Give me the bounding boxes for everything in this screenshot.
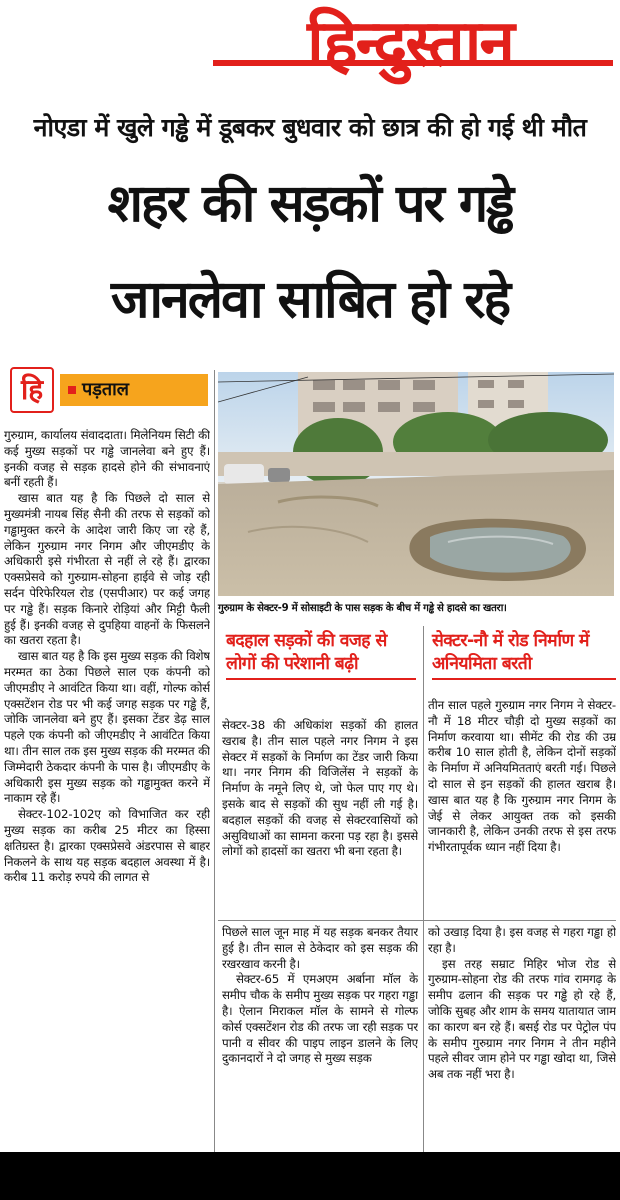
subheading-2-underline	[432, 678, 616, 680]
paragraph: पिछले साल जून माह में यह सड़क बनकर तैयार हुई है। तीन साल से ठेकेदार को इस सड़क की रखरखाव करनी है।	[222, 925, 418, 971]
article-column-1	[4, 428, 210, 1152]
section-label: पड़ताल	[82, 379, 129, 400]
subheading-1: बदहाल सड़कों की वजह से लोगों की परेशानी बढ़ी	[226, 631, 387, 674]
headline-line-2: जानलेवा साबित हो रहे	[110, 270, 510, 330]
pothole-road-photo-icon	[218, 372, 614, 596]
paragraph: सेक्टर-65 में एमअएम अर्बाना मॉल के समीप चौक के समीप मुख्य सड़क पर गहरा गड्ढा है। ऐलान मिराकल मॉल के सामने से गोल्फ कोर्स एक्सटेंशन रोड की तरफ जा रही सड़क पर पानी व सीवर की पाइप लाइन डालने के लिए दुकानदारों ने दो जगह से मुख्य सड़क	[222, 972, 418, 1066]
section-logo: हि	[10, 367, 54, 413]
paragraph: को उखाड़ दिया है। इस वजह से गहरा गड्ढा हो रहा है।	[428, 925, 616, 955]
paragraph: सेक्टर-102-102ए को विभाजित कर रही मुख्य सड़क का करीब 25 मीटर का हिस्सा क्षतिग्रस्त है। द्वारका एक्सप्रेसवे अंडरपास से बाहर निकलने के साथ यह सड़क बदहाल अवस्था में है। करीब 11 करोड़ रुपये की लागत से	[4, 807, 210, 885]
masthead-logo: हिन्दुस्तान	[307, 6, 513, 81]
article-column-3-bottom	[428, 925, 616, 1150]
bottom-black-band	[0, 1152, 620, 1200]
column-divider-1	[214, 370, 215, 1152]
paragraph: खास बात यह है कि इस मुख्य सड़क की विशेष मरम्मत का ठेका पिछले साल एक कंपनी को जीएमडीए ने आवंटित किया था। वहीं, गोल्फ कोर्स एक्सटेंशन रोड पर भी कई जगह सड़क पर गड्ढे हैं, जोकि जानलेवा बने हुए हैं। इसका टेंडर डेढ़ साल पहले एक कंपनी को जीएमडीए ने आवंटित किया था। तीन साल तक इस मुख्य सड़क की मरम्मत की जिम्मेदारी ठेकदार कंपनी के पास है। जीएमडीए के अधिकारी इस मुख्य सड़क को गड्ढामुक्त करने में नाकाम रहे हैं।	[4, 649, 210, 806]
section-label-badge	[60, 374, 208, 406]
subheading-1-underline	[226, 678, 416, 680]
paragraph: इस तरह सम्राट मिहिर भोज रोड से गुरुग्राम-सोहना रोड की तरफ गांव रामगढ़ के समीप ढलान की सड़क पर गड्ढे हो रहे हैं, जोकि सुबह और शाम के समय यातायात जाम का कारण बन रहे हैं। बसई रोड पर पेट्रोल पंप के समीप गुरुग्राम नगर निगम ने तीन महीने पहले सीवर जाम होने पर गड्ढा खोदा था, जिसे अब तक नहीं भरा है।	[428, 956, 616, 1082]
paragraph: सेक्टर-38 की अधिकांश सड़कों की हालत खराब है। तीन साल पहले नगर निगम ने इस सेक्टर में सड़कों के निर्माण का टेंडर जारी किया था। नगर निगम की विजिलेंस ने सड़कों के निर्माण के नमूने लिए थे, जो फेल पाए गए थे। इसके बाद से सड़कों की सुध नहीं ली गई है। बदहाल सड़कों की वजह से सेक्टरवासियों को असुविधाओं का सामना करना पड़ रहा है। इससे लोगों को हादसों का खतरा भी बना रहता है।	[222, 718, 418, 859]
kicker-line: नोएडा में खुले गड्ढे में डूबकर बुधवार को छात्र की हो गई थी मौत	[33, 113, 587, 142]
headline-line-1: शहर की सड़कों पर गड्ढे	[107, 174, 513, 234]
paragraph: गुरुग्राम, कार्यालय संवाददाता। मिलेनियम सिटी की कई मुख्य सड़कों पर गड्ढे जानलेवा बने हुए हैं। इनकी वजह से सड़क हादसे होने की संभावनाएं बनीं रहती हैं।	[4, 428, 210, 490]
subheading-2: सेक्टर-नौ में रोड निर्माण में अनियमिता बरती	[432, 631, 589, 674]
bullet-icon	[68, 386, 76, 394]
photo-caption: गुरुग्राम के सेक्टर-9 में सोसाइटी के पास सड़क के बीच में गड्ढे से हादसे का खतरा।	[218, 603, 507, 614]
column-divider-2	[423, 626, 424, 1152]
article-column-3-top	[428, 698, 616, 920]
paragraph: खास बात यह है कि पिछले दो साल से मुख्यमंत्री नायब सिंह सैनी की तरफ से सड़कों को गड्ढामुक्त करने के आदेश जारी किए जा रहे हैं, लेकिन गुरुग्राम नगर निगम और जीएमडीए के अधिकारी इसे गंभीरता से नहीं ले रहे हैं। द्वारका एक्सप्रेसवे को गुरुग्राम-सोहना हाईवे से जोड़ रही सर्दन पेरिफेरियल रोड (एसपीआर) पर कई जगह पर गड्ढे हैं। सड़क किनारे रोड़ियां और मिट्टी फैली हुई हैं। इनकी वजह से दुपहिया वाहनों के फिसलने का खतरा रहता है।	[4, 491, 210, 648]
horizontal-divider	[218, 920, 616, 921]
news-photo	[218, 372, 614, 596]
paragraph: तीन साल पहले गुरुग्राम नगर निगम ने सेक्टर-नौ में 18 मीटर चौड़ी दो मुख्य सड़कों का निर्माण करवाया था। सीमेंट की रोड की उम्र करीब 10 साल होती है, लेकिन दोनों सड़कों के निर्माण में अनियमितताएं बरती गई। पिछले दो साल से इन सड़कों की हालत खराब है। खास बात यह है कि गुरुग्राम नगर निगम के जेई से लेकर आयुक्त तक को इसकी जानकारी है, लेकिन उनकी तरफ से इस तरफ गंभीरतापूर्वक ध्यान नहीं दिया है।	[428, 698, 616, 855]
article-column-2-bottom	[222, 925, 418, 1150]
article-column-2-top	[222, 718, 418, 914]
